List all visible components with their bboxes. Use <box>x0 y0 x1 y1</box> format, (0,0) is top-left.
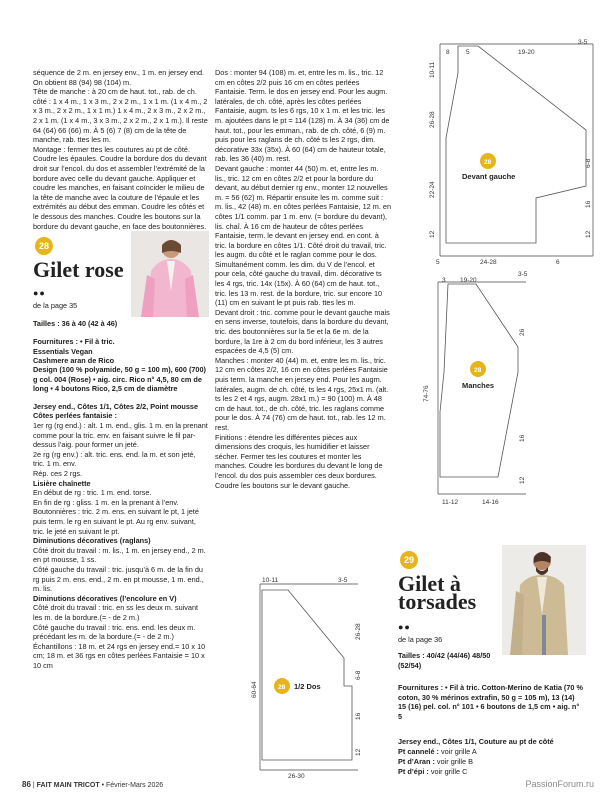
page-reference: de la page 36 <box>398 635 443 644</box>
dim-label: 19-20 <box>518 49 535 56</box>
dim-label: 5 <box>436 259 440 266</box>
schematic-title: Devant gauche <box>462 172 516 181</box>
magazine-name: FAIT MAIN TRICOT <box>36 782 100 789</box>
stitches-heading: Jersey end., Côtes 1/1, Côtes 2/2, Point mousse <box>33 401 199 411</box>
difficulty-dots: ●● <box>33 288 46 299</box>
row-1-instructions: 1er rg (rg end.) : alt. 1 m. end., glis. 1 m. en la prenant comme pour la tric. env. en faisant suivre le fil par-dessus l’aig. pour former un jeté. <box>33 421 208 450</box>
pattern-28-header <box>33 231 209 411</box>
supplies-text: • Fil à tric. Essentials Vegan Cashmere aran de Rico <box>33 337 115 366</box>
lisiere-heading: Lisière chaînette <box>33 478 91 488</box>
left-front-instructions: Devant gauche : monter 44 (50) m. et, entre les m. lis., tric. 12 cm en côtes 2/2 et pour la bordure du devant, au début dernier rg env., monter 12 nouvelles m. = 56 (62) m. Répartir ensuite les m. comme suit : m. lis., 42 (48) m. en côtes perlées Fantaisie, 12 m. en côtes 1/1 comm. par 1 m. env. (= bordure du devant), lis. chaî. À 16 cm de hauteur de côtes perlées Fantaisie, term. le devant en jersey end. en cont. à tric. la bordure en côtes 1/1. Côté droit du travail, tric. les augm. du côté et le raglan comme pour le dos. Simultanément comm. les dim. du V de l’encol. et pour cela, côté gauche du travail, dim. décorative ts les 4 rgs, tric. 14x (15x). À 60 (64) cm de haut. tot., tric. les 13 m. rest. de la bordure, tric. sur encore 10 (11) cm en suivant le pt puis rab. ttes les m. <box>215 163 392 308</box>
dim-label: 3-5 <box>578 39 588 46</box>
row-2-instructions: 2e rg (rg env.) : alt. tric. ens. end. la m. et son jeté, tric. 1 m. env. <box>33 449 196 469</box>
pattern-number-badge: 29 <box>400 551 418 569</box>
pattern-title-line2: torsades <box>398 589 477 614</box>
dim-label: 16 <box>355 712 362 720</box>
stitch-label: Pt cannelé : <box>398 747 439 756</box>
dim-label: 26-28 <box>429 111 436 128</box>
pattern-title: Gilet rose <box>33 257 124 283</box>
right-side-neckline: Côté droit du travail : tric. en ss les deux m. suivant les m. de la bordure.(= - de 2 m.) <box>33 603 199 622</box>
repeat-note: Rép. ces 2 rgs. <box>33 469 83 479</box>
badge-number: 28 <box>484 159 492 166</box>
dim-label: 16 <box>519 434 526 442</box>
sizes: Tailles : 36 à 40 (42 à 46) <box>33 319 118 329</box>
pattern-title: Gilet à <box>398 571 461 596</box>
column-1 <box>33 68 209 671</box>
supplies-label: Fournitures : <box>398 683 443 692</box>
stitches-heading: Jersey end., Côtes 1/1, Couture au pt de côté <box>398 737 554 746</box>
supplies <box>33 337 129 366</box>
schematic-title: 1/2 Dos <box>294 682 321 691</box>
raglan-decreases-heading: Diminutions décoratives (raglans) <box>33 536 151 546</box>
finishing-instructions: Finitions : étendre les différentes pièces aux dimensions des croquis, les humidifier et laisser sécher. Fermer tes les coutures et monter les manches. Coudre les bordures du devant le long de l’encol. du dos puis assembler ces deux bordures. Coudre les boutons sur le devant gauche. <box>215 432 383 490</box>
dim-label: 6-8 <box>355 670 362 680</box>
dim-label: 12 <box>519 476 526 484</box>
dim-label: 12 <box>585 230 592 238</box>
dim-label: 22-24 <box>429 181 436 198</box>
left-side-raglan: Côté gauche du travail : tric. jusqu’à 6 m. de la fin du rg puis 2 m. ens. end., 2 m. en pt mousse, 1 m. end., m. lis. <box>33 564 204 594</box>
dim-label: 26-30 <box>288 773 305 780</box>
sizes: Tailles : 40/42 (44/46) 48/50 (52/54) <box>398 651 491 670</box>
page-reference: de la page 35 <box>33 301 78 311</box>
supplies <box>398 683 584 721</box>
dim-label: 3-5 <box>518 271 528 278</box>
stitch-ref: voir grille A <box>441 747 477 756</box>
pattern-number-badge: 28 <box>35 237 53 255</box>
paragraph: séquence de 2 m. en jersey env., 1 m. en jersey end. On obtient 88 (94) 98 (104) m. <box>33 68 205 87</box>
dim-label: 5 <box>466 49 470 56</box>
issue-date: Février-Mars 2026 <box>105 782 164 789</box>
watermark: PassionForum.ru <box>525 779 594 789</box>
stitch-line-b <box>398 757 473 767</box>
dim-label: 11-12 <box>442 499 459 506</box>
buttonholes: Boutonnières : tric. 2 m. ens. en suivant le pt, 1 jeté puis term. le rg en suivant le pt. Au rg env. suivant, tric. le jeté en suivant le pt. <box>33 507 199 536</box>
right-front-instructions: Devant droit : tric. comme pour le devant gauche mais en sens inverse, toutefois, dans la bordure du devant, tric. des boutonnières sur la 5e et la 6e m. de la bordure, la 1re à 2 cm du bord inférieur, les 3 autres espacées de 4,5 (5) cm. <box>215 307 390 356</box>
page-footer: 86 | FAIT MAIN TRICOT • Février-Mars 2026 <box>22 780 164 789</box>
right-side-raglan: Côté droit du travail : m. lis., 1 m. en jersey end., 2 m. en pt mousse, 1 ss. <box>33 545 206 565</box>
stitch-line-c <box>398 767 467 777</box>
pink-cardigan-photo <box>131 231 209 317</box>
neckline-decreases-heading: Diminutions décoratives (l’encolure en V) <box>33 593 177 603</box>
schematic-title: Manches <box>462 381 495 390</box>
supplies-label: Fournitures : <box>33 337 78 347</box>
dim-label: 16 <box>585 200 592 208</box>
back-instructions: Dos : monter 94 (108) m. et, entre les m. lis., tric. 12 cm en côtes 2/2 puis 16 cm en côtes perlées Fantaisie. Term. le dos en jersey end. Pour les augm. latérales, de ch. côté, après les côtes perlées Fantaisie, augm. ts les 6 rgs, 10 x 1 m. et les tric. les m. ajoutées dans le pt = 114 (128) m. À 34 (36) cm de haut. tot., pour les emman., rab. de ch. côté, 6 (9) m. puis pour les raglans de ch. côté ts les 2 rgs, dim. décorative 33x (35x). À 60 (64) cm de hauteur totale, rab. les 36 (40) m. rest. <box>215 68 390 164</box>
stitch-ref: voir grille B <box>436 757 474 766</box>
column-2 <box>215 68 391 490</box>
schematic-half-back <box>248 570 408 780</box>
dim-label: 3-5 <box>338 577 348 584</box>
dim-label: 12 <box>355 748 362 756</box>
dim-label: 3 <box>442 277 446 284</box>
lisiere-start: En début de rg : tric. 1 m. end. torse. <box>33 488 152 498</box>
dim-label: 26-28 <box>355 623 362 640</box>
supplies-continued: Design (100 % polyamide, 50 g = 100 m), 600 (700) g col. 004 (Rose) • aig. circ. Rico n° 4,5, 80 cm de long • 4 boutons Rico, 2,5 cm de diamètre <box>33 365 206 394</box>
dim-label: 10-11 <box>262 577 279 584</box>
schematic-left-front <box>418 38 598 268</box>
dim-label: 26 <box>519 328 526 336</box>
cable-cardigan-photo <box>502 545 586 655</box>
paragraph: Tête de manche : à 20 cm de haut. tot., rab. de ch. côté : 1 x 4 m., 1 x 3 m., 2 x 2 m., 1 x 1 m. (1 x 4 m., 2 x 3 m., 2 x 2 m., 1 x 1 m.) 1 x 4 m., 2 x 3 m., 2 x 2 m., 2 x 1 m. (1 x 4 m., 3 x 3 m., 2 x 2 m., 2 x 1 m.). Il reste 64 (64) 66 (66) m. À 5 (6) 7 (8) cm de la tête de manche, rab. ttes les m. <box>33 87 208 145</box>
cotes-perlees-heading: Côtes perlées fantaisie : <box>33 411 117 421</box>
page-number: 86 <box>22 780 31 789</box>
sleeves-instructions: Manches : monter 40 (44) m. et, entre les m. lis., tric. 12 cm en côtes 2/2, 16 cm en côtes perlées Fantaisie puis term. la manche en jersey end. Pour les augm. latérales, augm. de ch. côté, ts les 4 rgs, 25x1 m. (alt. ts les 2 et 4 rgs, augm. 28x1 m.) = 90 (100) m. À 48 cm de haut. tot., de ch. côté, tric. les raglans comme pour le dos. À 74 (76) cm de haut. tot., rab. les 12 m. rest. <box>215 355 389 432</box>
dim-label: 19-20 <box>460 277 477 284</box>
dim-label: 14-16 <box>482 499 499 506</box>
badge-number: 28 <box>474 367 482 374</box>
dim-label: 6 <box>556 259 560 266</box>
dim-label: 24-28 <box>480 259 497 266</box>
stitch-label: Pt d’épi : <box>398 767 429 776</box>
stitch-label: Pt d’Aran : <box>398 757 435 766</box>
left-side-neckline: Côté gauche du travail : tric. ens. end. les deux m. précédant les m. de la bordure.(= - de 2 m.) <box>33 622 196 642</box>
stitch-line-a <box>398 747 477 757</box>
schematic-sleeves <box>418 271 598 506</box>
lisiere-end: En fin de rg : gliss. 1 m. en la prenant à l’env. <box>33 497 179 507</box>
dim-label: 12 <box>429 230 436 238</box>
dim-label: 6-8 <box>585 158 592 168</box>
badge-number: 28 <box>278 684 286 691</box>
gauge: Échantillons : 18 m. et 24 rgs en jersey end.= 10 x 10 cm; 18 m. et 36 rgs en côtes perlées Fantaisie = 10 x 10 cm <box>33 641 206 670</box>
supplies-text: • Fil à tric. Cotton-Merino de Katia (70 % coton, 30 % mérinos extrafin, 50 g = 105 m), 13 (14) 15 (16) pel. col. n° 101 • 6 boutons de 1,5 cm • aig. n° 5 <box>398 683 583 721</box>
dim-label: 8 <box>446 49 450 56</box>
dim-label: 60-64 <box>251 681 258 698</box>
dim-label: 10-11 <box>429 61 436 78</box>
stitch-ref: voir grille C <box>430 767 468 776</box>
difficulty-dots: ●● <box>398 622 411 632</box>
dim-label: 74-76 <box>423 385 430 402</box>
paragraph: Montage : fermer ttes les coutures au pt de côté. Coudre les épaules. Coudre la bordure dos du devant droit sur l’encol. du dos et assembler l’extrémité de la bordure avec celle du devant gauche. Appliquer et coudre les manches, en faisant coïncider le milieu de la tête de manche avec la couture de l’épaule et les extrémités au début des emman. Coudre les côtés et le dessous des manches. Coudre les boutons sur la bordure du devant gauche, en face des boutonnières. <box>33 144 207 231</box>
